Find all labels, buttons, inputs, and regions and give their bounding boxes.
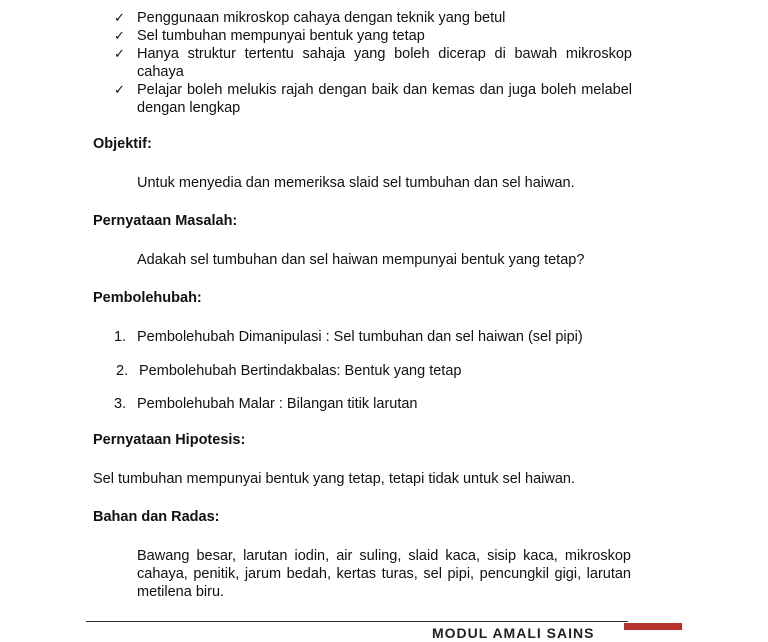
- check-mark-icon: ✓: [114, 46, 125, 61]
- hipotesis-heading: Pernyataan Hipotesis:: [93, 432, 246, 448]
- check-mark-icon: ✓: [114, 82, 125, 97]
- criteria-checklist: [112, 9, 632, 117]
- variable-text: Pembolehubah Bertindakbalas: Bentuk yang tetap: [139, 363, 462, 379]
- checklist-item: [112, 81, 632, 117]
- variable-number: 1.: [114, 329, 127, 345]
- variable-text: Pembolehubah Malar : Bilangan titik larutan: [137, 396, 418, 412]
- checklist-item-text: Hanya struktur tertentu sahaja yang boleh dicerap di bawah mikroskop cahaya: [137, 46, 632, 80]
- footer-page-tab: [624, 623, 682, 630]
- checklist-item: [112, 45, 632, 81]
- footer-title: MODUL AMALI SAINS: [432, 625, 595, 641]
- footer-rule: [86, 621, 628, 622]
- variable-item: [116, 362, 461, 380]
- checklist-item-text: Penggunaan mikroskop cahaya dengan teknik yang betul: [137, 10, 506, 26]
- variable-text: Pembolehubah Dimanipulasi : Sel tumbuhan dan sel haiwan (sel pipi): [137, 329, 583, 345]
- objektif-heading: Objektif:: [93, 136, 152, 152]
- variable-item: [114, 328, 583, 346]
- variable-item: [114, 395, 418, 413]
- variable-number: 2.: [116, 363, 129, 379]
- variable-number: 3.: [114, 396, 127, 412]
- bahan-heading: Bahan dan Radas:: [93, 509, 220, 525]
- check-mark-icon: ✓: [114, 28, 125, 43]
- objektif-text: Untuk menyedia dan memeriksa slaid sel tumbuhan dan sel haiwan.: [137, 175, 575, 191]
- check-mark-icon: ✓: [114, 10, 125, 25]
- masalah-heading: Pernyataan Masalah:: [93, 213, 238, 229]
- checklist-item: [112, 27, 632, 45]
- hipotesis-text: Sel tumbuhan mempunyai bentuk yang tetap, tetapi tidak untuk sel haiwan.: [93, 471, 576, 487]
- bahan-text: Bawang besar, larutan iodin, air suling, slaid kaca, sisip kaca, mikroskop cahaya, penitik, jarum bedah, kertas turas, sel pipi, pencungkil gigi, larutan metilena biru.: [137, 548, 631, 600]
- pembolehubah-heading: Pembolehubah:: [93, 290, 202, 306]
- checklist-item: [112, 9, 632, 27]
- masalah-text: Adakah sel tumbuhan dan sel haiwan mempunyai bentuk yang tetap?: [137, 252, 585, 268]
- checklist-item-text: Pelajar boleh melukis rajah dengan baik dan kemas dan juga boleh melabel dengan lengkap: [137, 82, 632, 116]
- checklist-item-text: Sel tumbuhan mempunyai bentuk yang tetap: [137, 28, 425, 44]
